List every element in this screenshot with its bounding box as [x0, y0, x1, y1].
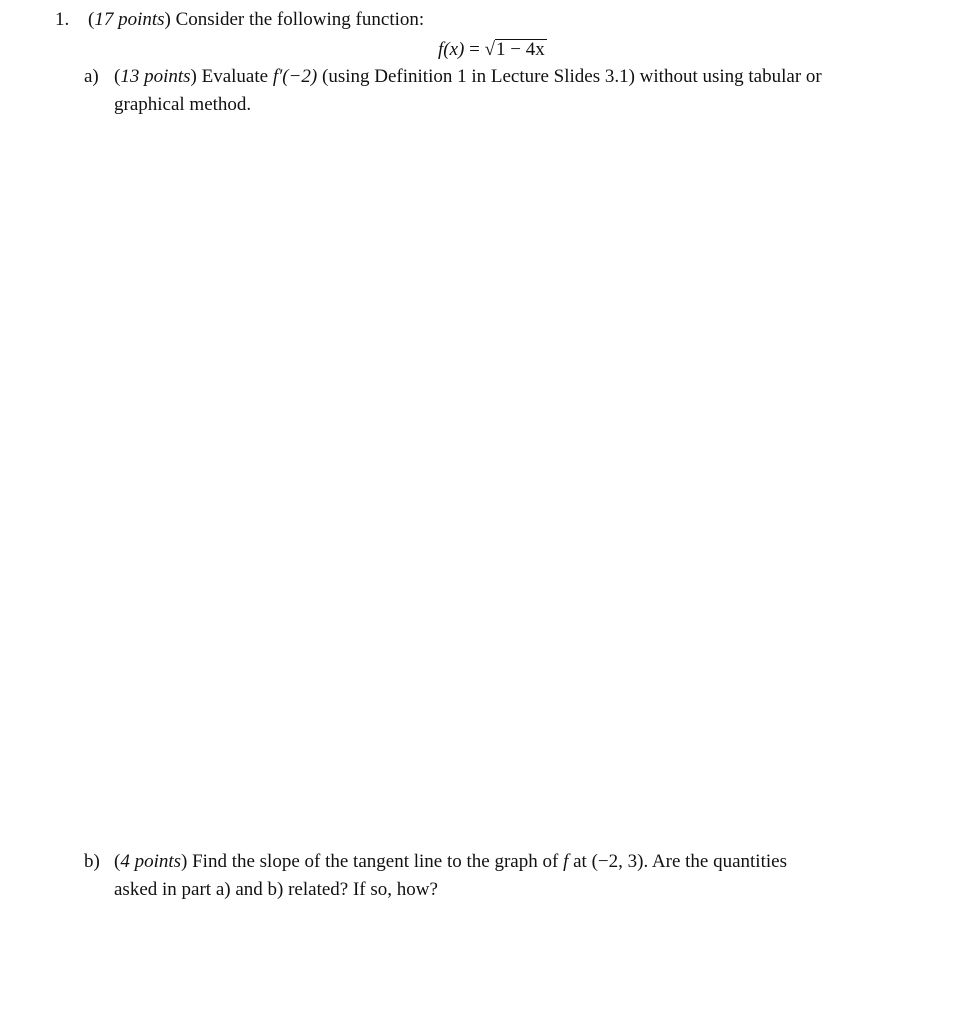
- part-b-points-open: (: [114, 851, 121, 872]
- part-b-point: (−2, 3): [591, 851, 644, 872]
- part-a-label: a): [84, 66, 99, 87]
- question-intro: Consider the following function:: [170, 9, 425, 30]
- function-formula: [438, 39, 547, 61]
- part-b-text-mid: at: [568, 851, 592, 872]
- sqrt-symbol: √: [484, 39, 496, 60]
- part-b-points-close: ): [181, 851, 188, 872]
- part-a-text-before: Evaluate: [196, 66, 273, 87]
- part-a-points-open: (: [114, 66, 121, 87]
- question-points-open: (: [88, 9, 95, 30]
- part-a-points-close: ): [190, 66, 197, 87]
- formula-lhs: f(x): [438, 39, 465, 60]
- part-a-points: 13 points: [120, 66, 191, 87]
- question-points-close: ): [164, 9, 171, 30]
- question-points: 17 points: [94, 9, 165, 30]
- part-b-text-before: Find the slope of the tangent line to the graph of: [187, 851, 564, 872]
- part-b-text-line2: asked in part a) and b) related? If so, how?: [114, 879, 438, 900]
- part-b-label: b): [84, 851, 100, 872]
- formula-radicand: 1 − 4x: [496, 39, 545, 60]
- part-b-func: f: [563, 851, 569, 872]
- question-header: [88, 9, 424, 31]
- sqrt-expression: [485, 39, 547, 61]
- part-a-text: [114, 66, 822, 88]
- part-b-text: [114, 851, 787, 873]
- formula-equals: =: [464, 39, 485, 60]
- question-number: 1.: [55, 9, 70, 30]
- part-a-text-line2: graphical method.: [114, 94, 252, 115]
- part-b-text-after: . Are the quantities: [643, 851, 787, 872]
- part-b-points: 4 points: [120, 851, 182, 872]
- part-a-text-after: (using Definition 1 in Lecture Slides 3.1) without using tabular or: [317, 66, 822, 87]
- part-a-derivative: f′(−2): [272, 66, 318, 87]
